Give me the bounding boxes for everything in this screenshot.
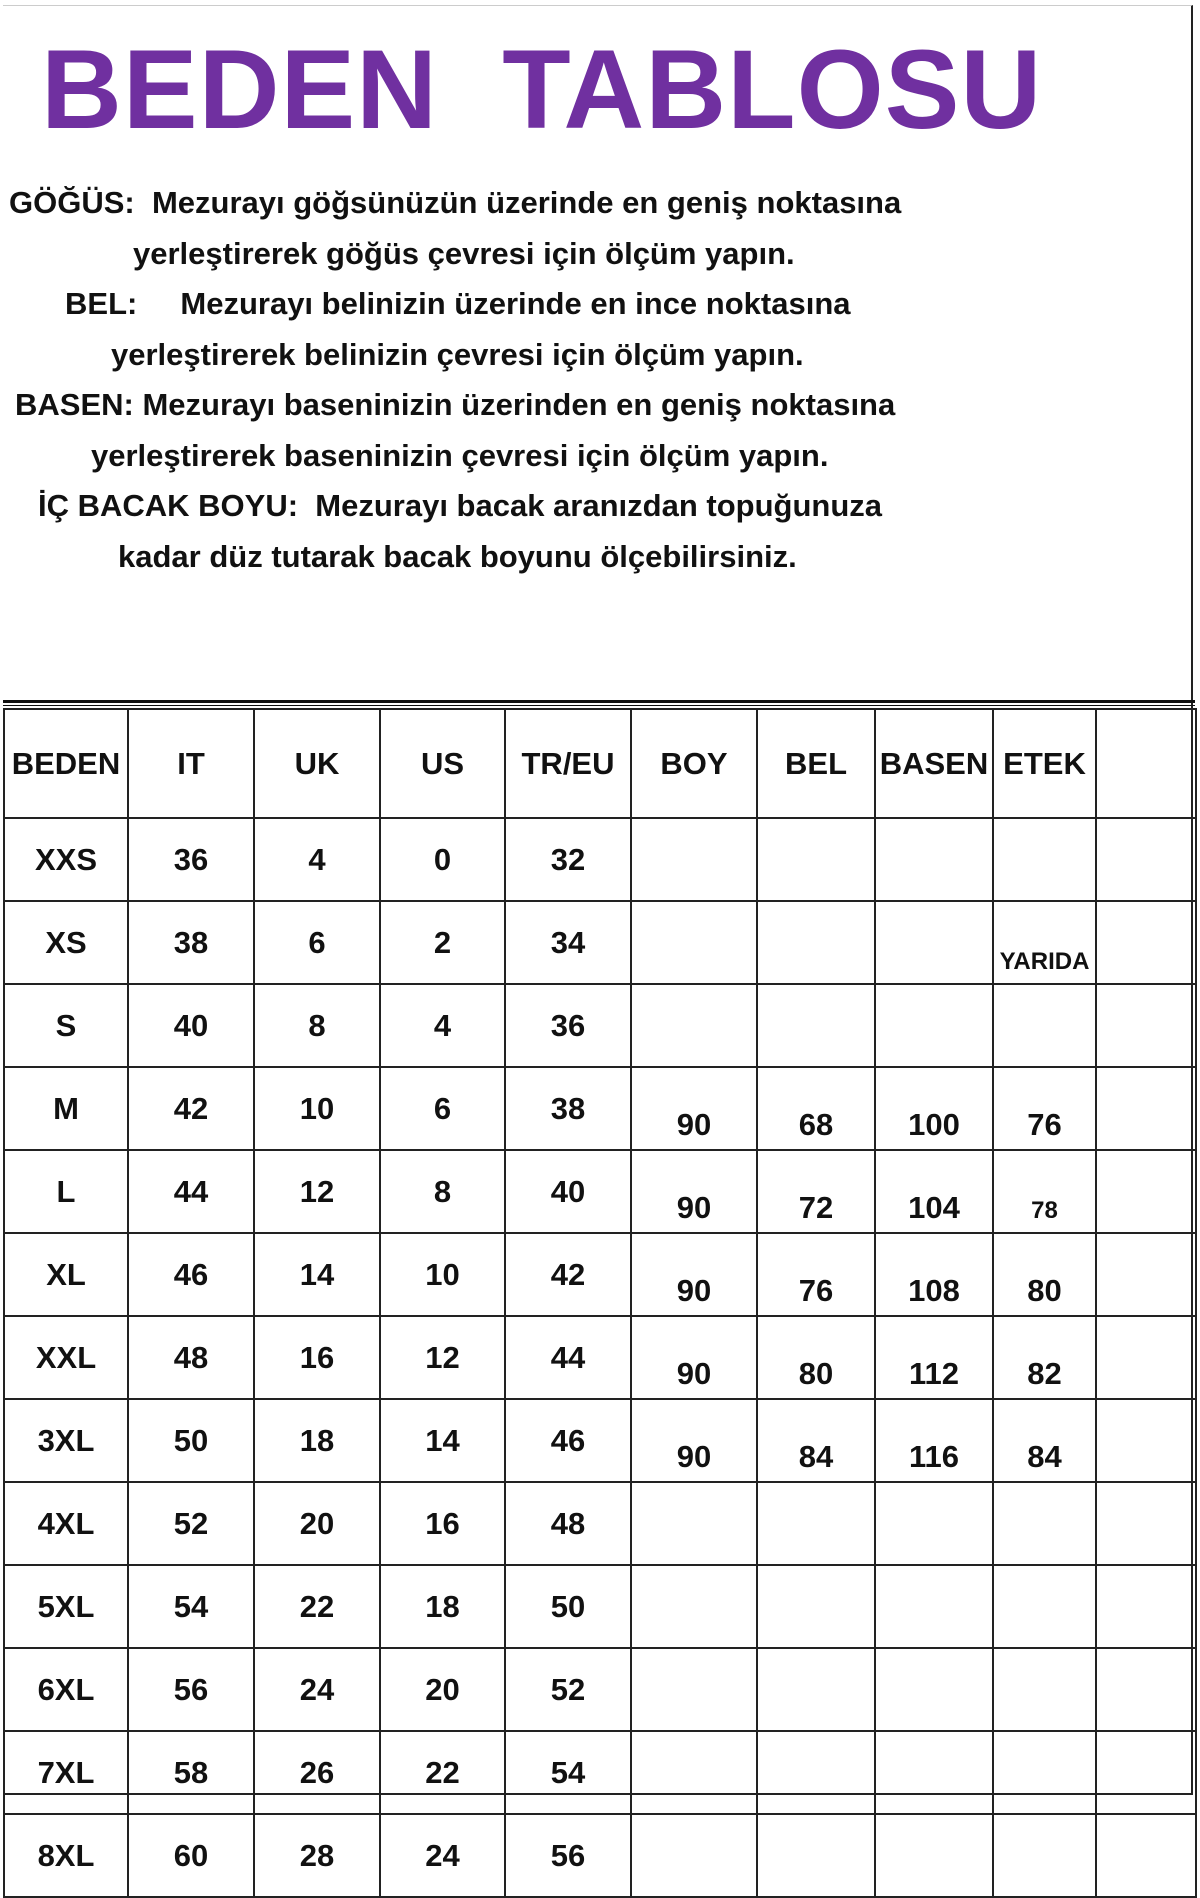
cell-value: 3XL — [37, 1422, 95, 1458]
cell-value: S — [55, 1007, 77, 1043]
cell-value: 72 — [798, 1190, 834, 1225]
size-table — [3, 708, 1197, 1898]
table-cell — [993, 1067, 1096, 1150]
guide-line: kadar düz tutarak bacak boyunu ölçebilirsiniz. — [118, 538, 797, 574]
table-cell — [380, 1150, 505, 1233]
cell-value: 12 — [425, 1339, 460, 1375]
table-cell — [1096, 1067, 1196, 1150]
table-cell — [757, 1067, 875, 1150]
cell-value: 22 — [425, 1754, 460, 1790]
table-cell — [505, 1399, 631, 1482]
table-cell — [875, 1399, 993, 1482]
table-cell — [1096, 1482, 1196, 1565]
table-cell — [128, 1150, 254, 1233]
table-cell — [505, 1814, 631, 1897]
column-header: ETEK — [993, 709, 1096, 818]
table-cell — [505, 1731, 631, 1814]
cell-value: 8 — [433, 1173, 452, 1209]
table-cell — [128, 1814, 254, 1897]
cell-value: 54 — [173, 1588, 209, 1624]
column-header: BOY — [631, 709, 757, 818]
table-cell — [993, 818, 1096, 901]
table-cell — [875, 1316, 993, 1399]
table-cell — [128, 901, 254, 984]
cell-value: 14 — [299, 1256, 335, 1292]
table-cell — [1096, 901, 1196, 984]
table-cell — [505, 1233, 631, 1316]
cell-value: 48 — [550, 1505, 586, 1541]
table-cell — [875, 1814, 993, 1897]
table-cell — [128, 1399, 254, 1482]
cell-value: XXS — [34, 841, 98, 877]
table-cell — [875, 1648, 993, 1731]
table-cell — [993, 1648, 1096, 1731]
cell-value: 32 — [550, 841, 586, 877]
table-row — [4, 901, 1196, 984]
cell-value: 44 — [173, 1173, 209, 1209]
table-cell — [631, 1648, 757, 1731]
cell-value: 20 — [425, 1671, 460, 1707]
table-row — [4, 1814, 1196, 1897]
table-cell — [4, 1233, 128, 1316]
table-cell — [993, 1150, 1096, 1233]
table-cell — [631, 1067, 757, 1150]
cell-value: 80 — [798, 1356, 834, 1391]
table-cell — [875, 984, 993, 1067]
cell-value: 46 — [173, 1256, 209, 1292]
guide-line: yerleştirerek belinizin çevresi için ölçüm yapın. — [111, 336, 804, 372]
table-cell — [4, 1814, 128, 1897]
table-cell — [631, 1399, 757, 1482]
table-cell — [128, 1565, 254, 1648]
cell-value: 18 — [425, 1588, 460, 1624]
table-cell — [993, 1814, 1096, 1897]
table-row — [4, 1150, 1196, 1233]
page-title: BEDEN TABLOSU — [41, 27, 1043, 152]
cell-value: L — [56, 1173, 76, 1209]
table-cell — [4, 1565, 128, 1648]
cell-value: 50 — [550, 1588, 586, 1624]
cell-value: 2 — [433, 924, 452, 960]
cell-value: 52 — [550, 1671, 586, 1707]
cell-value: 56 — [550, 1837, 586, 1873]
table-cell — [254, 818, 380, 901]
cell-value: XL — [46, 1256, 86, 1292]
table-cell — [875, 1150, 993, 1233]
table-cell — [757, 818, 875, 901]
table-cell — [757, 1150, 875, 1233]
table-cell — [631, 1150, 757, 1233]
table-cell — [757, 1233, 875, 1316]
table-cell — [4, 1731, 128, 1814]
cell-value: 52 — [173, 1505, 209, 1541]
cell-value: 8XL — [37, 1837, 95, 1873]
table-cell — [128, 1648, 254, 1731]
cell-value: 8 — [308, 1007, 326, 1043]
cell-value: 104 — [908, 1190, 960, 1225]
column-header: BEDEN — [4, 709, 128, 818]
cell-value: XS — [45, 924, 87, 960]
cell-value: 76 — [1027, 1107, 1062, 1142]
table-cell — [4, 1067, 128, 1150]
cell-value: 10 — [425, 1256, 460, 1292]
table-cell — [254, 984, 380, 1067]
cell-value: 18 — [299, 1422, 335, 1458]
cell-value: 6 — [433, 1090, 452, 1126]
cell-value: 22 — [299, 1588, 335, 1624]
guide-line: GÖĞÜS: Mezurayı göğsünüzün üzerinde en geniş noktasına — [9, 185, 902, 220]
table-header-row — [4, 709, 1196, 818]
cell-value: 6 — [308, 924, 326, 960]
table-cell — [380, 1482, 505, 1565]
table-body — [4, 818, 1196, 1897]
measurement-guide — [3, 178, 983, 582]
cell-value: 34 — [550, 924, 586, 960]
cell-value: 0 — [433, 841, 452, 877]
table-cell — [757, 1814, 875, 1897]
cell-value: 36 — [550, 1007, 586, 1043]
cell-value: 54 — [550, 1754, 586, 1790]
cell-value: 10 — [299, 1090, 335, 1126]
table-cell — [380, 1648, 505, 1731]
table-cell — [254, 901, 380, 984]
cell-value: 20 — [299, 1505, 335, 1541]
cell-value: XXL — [35, 1339, 97, 1375]
cell-value: 46 — [550, 1422, 586, 1458]
table-cell — [254, 1233, 380, 1316]
cell-value: 76 — [798, 1273, 834, 1308]
table-cell — [380, 1067, 505, 1150]
table-cell — [4, 1316, 128, 1399]
table-cell — [631, 818, 757, 901]
cell-value: 38 — [550, 1090, 586, 1126]
table-cell — [631, 901, 757, 984]
table-cell — [1096, 1399, 1196, 1482]
cell-value: 16 — [425, 1505, 460, 1541]
table-cell — [631, 1316, 757, 1399]
table-cell — [4, 901, 128, 984]
cell-value: 90 — [676, 1356, 712, 1391]
table-cell — [993, 1731, 1096, 1814]
table-cell — [875, 1233, 993, 1316]
table-row — [4, 984, 1196, 1067]
table-cell — [505, 1067, 631, 1150]
table-cell — [505, 984, 631, 1067]
table-cell — [1096, 1731, 1196, 1814]
table-row — [4, 1731, 1196, 1814]
table-cell — [1096, 1648, 1196, 1731]
table-cell — [128, 1067, 254, 1150]
table-cell — [875, 818, 993, 901]
table-cell — [631, 1565, 757, 1648]
table-cell — [875, 1067, 993, 1150]
table-cell — [380, 1316, 505, 1399]
table-cell — [631, 984, 757, 1067]
table-cell — [757, 984, 875, 1067]
table-cell — [254, 1316, 380, 1399]
table-cell — [380, 984, 505, 1067]
cell-value: 56 — [173, 1671, 209, 1707]
cell-value: 5XL — [37, 1588, 95, 1624]
table-cell — [505, 818, 631, 901]
table-cell — [505, 1316, 631, 1399]
table-cell — [128, 1316, 254, 1399]
table-row — [4, 1648, 1196, 1731]
table-cell — [254, 1648, 380, 1731]
column-header — [1096, 709, 1196, 818]
table-cell — [505, 1565, 631, 1648]
cell-value: 90 — [676, 1190, 712, 1225]
table-row — [4, 1399, 1196, 1482]
table-row — [4, 1316, 1196, 1399]
cell-value: 40 — [550, 1173, 586, 1209]
cell-value: 84 — [798, 1439, 834, 1474]
table-cell — [993, 984, 1096, 1067]
table-cell — [505, 1648, 631, 1731]
table-cell — [631, 1482, 757, 1565]
cell-value: 28 — [299, 1837, 335, 1873]
table-cell — [757, 1731, 875, 1814]
table-cell — [875, 1482, 993, 1565]
cell-value: 38 — [173, 924, 209, 960]
table-cell — [128, 984, 254, 1067]
table-cell — [631, 1233, 757, 1316]
cell-value: 116 — [908, 1439, 959, 1474]
cell-value: 4 — [308, 841, 326, 877]
table-cell — [380, 1565, 505, 1648]
cell-value: 24 — [425, 1837, 460, 1873]
table-cell — [254, 1731, 380, 1814]
table-cell — [1096, 1814, 1196, 1897]
column-header: BASEN — [875, 709, 993, 818]
column-header: IT — [128, 709, 254, 818]
table-cell — [875, 1731, 993, 1814]
cell-value: 6XL — [37, 1671, 95, 1707]
table-cell — [1096, 1233, 1196, 1316]
cell-value: 108 — [908, 1273, 960, 1308]
cell-value: 58 — [173, 1754, 209, 1790]
cell-value: 24 — [299, 1671, 335, 1707]
table-cell — [505, 1150, 631, 1233]
table-cell — [4, 1150, 128, 1233]
cell-value: 36 — [173, 841, 209, 877]
table-cell — [1096, 1150, 1196, 1233]
table-cell — [757, 1399, 875, 1482]
table-cell — [875, 901, 993, 984]
table-cell — [1096, 1565, 1196, 1648]
cell-value: 4XL — [37, 1505, 95, 1541]
table-cell — [875, 1565, 993, 1648]
table-cell — [380, 901, 505, 984]
cell-value: 90 — [676, 1273, 712, 1308]
cell-value: 84 — [1027, 1439, 1062, 1474]
guide-line: yerleştirerek baseninizin çevresi için ölçüm yapın. — [91, 437, 829, 473]
table-cell — [4, 984, 128, 1067]
cell-value: 40 — [173, 1007, 209, 1043]
cell-value: 42 — [173, 1090, 209, 1126]
table-cell — [993, 1233, 1096, 1316]
table-cell — [757, 901, 875, 984]
table-row — [4, 1565, 1196, 1648]
section-divider-thin — [3, 705, 1195, 706]
table-cell — [380, 818, 505, 901]
table-cell — [380, 1814, 505, 1897]
table-cell — [757, 1482, 875, 1565]
cell-value: 12 — [299, 1173, 335, 1209]
table-cell — [128, 818, 254, 901]
table-cell — [757, 1565, 875, 1648]
table-cell — [631, 1814, 757, 1897]
table-cell — [254, 1067, 380, 1150]
table-cell — [757, 1648, 875, 1731]
table-cell — [380, 1399, 505, 1482]
guide-line: İÇ BACAK BOYU: Mezurayı bacak aranızdan topuğunuza — [38, 488, 882, 523]
table-cell — [4, 818, 128, 901]
table-cell — [757, 1316, 875, 1399]
column-header: US — [380, 709, 505, 818]
table-row — [4, 818, 1196, 901]
table-cell — [993, 1482, 1096, 1565]
cell-value: 80 — [1027, 1273, 1062, 1308]
size-chart-sheet — [3, 5, 1193, 1873]
table-cell — [254, 1399, 380, 1482]
cell-value: YARIDA — [999, 948, 1090, 975]
table-cell — [128, 1482, 254, 1565]
cell-value: 60 — [173, 1837, 209, 1873]
guide-line: BEL: Mezurayı belinizin üzerinde en ince noktasına — [65, 286, 851, 321]
table-cell — [993, 1565, 1096, 1648]
cell-value: 42 — [550, 1256, 586, 1292]
column-header: BEL — [757, 709, 875, 818]
guide-line: yerleştirerek göğüs çevresi için ölçüm yapın. — [133, 235, 795, 271]
table-cell — [993, 1316, 1096, 1399]
table-row — [4, 1482, 1196, 1565]
table-cell — [254, 1814, 380, 1897]
table-cell — [993, 901, 1096, 984]
table-cell — [4, 1648, 128, 1731]
table-cell — [631, 1731, 757, 1814]
table-cell — [505, 901, 631, 984]
table-cell — [380, 1233, 505, 1316]
column-header: TR/EU — [505, 709, 631, 818]
table-cell — [254, 1565, 380, 1648]
cell-value: 90 — [676, 1439, 712, 1474]
cell-value: 112 — [908, 1356, 959, 1391]
cell-value: 4 — [433, 1007, 452, 1043]
table-row — [4, 1067, 1196, 1150]
guide-line: BASEN: Mezurayı baseninizin üzerinden en geniş noktasına — [15, 387, 896, 422]
table-cell — [993, 1399, 1096, 1482]
table-cell — [254, 1482, 380, 1565]
table-row — [4, 1233, 1196, 1316]
table-cell — [1096, 984, 1196, 1067]
table-cell — [254, 1150, 380, 1233]
cell-value: 78 — [1031, 1197, 1058, 1224]
cell-value: 7XL — [37, 1754, 95, 1790]
cell-value: 68 — [798, 1107, 834, 1142]
column-header: UK — [254, 709, 380, 818]
cell-value: 26 — [299, 1754, 335, 1790]
cell-value: 82 — [1027, 1356, 1062, 1391]
table-cell — [1096, 818, 1196, 901]
cell-value: M — [53, 1090, 79, 1126]
cell-value: 50 — [173, 1422, 209, 1458]
table-cell — [505, 1482, 631, 1565]
table-cell — [4, 1399, 128, 1482]
cell-value: 90 — [676, 1107, 712, 1142]
cell-value: 48 — [173, 1339, 209, 1375]
cell-value: 14 — [425, 1422, 460, 1458]
table-cell — [4, 1482, 128, 1565]
cell-value: 16 — [299, 1339, 335, 1375]
table-cell — [380, 1731, 505, 1814]
table-cell — [128, 1233, 254, 1316]
cell-value: 100 — [908, 1107, 960, 1142]
table-cell — [128, 1731, 254, 1814]
table-cell — [1096, 1316, 1196, 1399]
section-divider — [3, 700, 1195, 703]
cell-value: 44 — [550, 1339, 586, 1375]
